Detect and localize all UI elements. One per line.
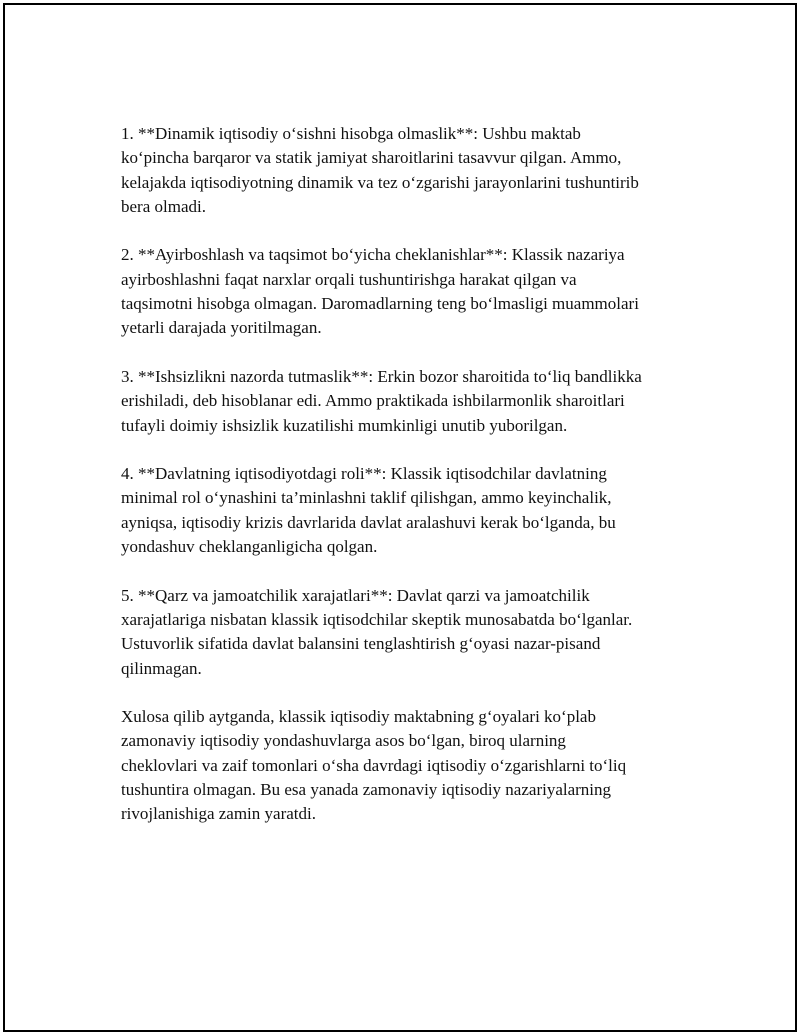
paragraph-point-1: 1. **Dinamik iqtisodiy o‘sishni hisobga olmaslik**: Ushbu maktab ko‘pincha barqaror va statik jamiyat sharoitlarini tasavvur qilgan. Ammo, kelajakda iqtisodiyotning dinamik va tez o‘zgarishi jarayonlarini tushuntirib bera olmadi. (121, 124, 639, 216)
paragraph-point-5: 5. **Qarz va jamoatchilik xarajatlari**: Davlat qarzi va jamoatchilik xarajatlariga nisbatan klassik iqtisodchilar skeptik munosabatda bo‘lganlar. Ustuvorlik sifatida davlat balansini tenglashtirish g‘oyasi nazar-pisand qilinmagan. (121, 585, 633, 678)
paragraph-point-4: 4. **Davlatning iqtisodiyotdagi roli**: Klassik iqtisodchilar davlatning minimal rol o‘ynashini ta’minlashni taklif qilishgan, ammo keyinchalik, ayniqsa, iqtisodiy krizis davrlarida davlat aralashuvi kerak bo‘lganda, bu yondashuv cheklanganligicha qolgan. (121, 464, 616, 557)
paragraph-point-2: 2. **Ayirboshlash va taqsimot bo‘yicha cheklanishlar**: Klassik nazariya ayirboshlashni faqat narxlar orqali tushuntirishga harakat qilgan va taqsimotni hisobga olmagan. Daromadlarning teng bo‘lmasligi muammolari yetarli darajada yoritilmagan. (121, 245, 639, 338)
document-body (121, 122, 701, 827)
paragraph-point-3: 3. **Ishsizlikni nazorda tutmaslik**: Erkin bozor sharoitida to‘liq bandlikka erishiladi, deb hisoblanar edi. Ammo praktikada ishbilarmonlik sharoitlari tufayli doimiy ishsizlik kuzatilishi mumkinligi unutib yuborilgan. (121, 366, 642, 435)
page-frame (3, 3, 797, 1032)
paragraph-conclusion: Xulosa qilib aytganda, klassik iqtisodiy maktabning g‘oyalari ko‘plab zamonaviy iqtisodiy yondashuvlarga asos bo‘lgan, biroq ularning cheklovlari va zaif tomonlari o‘sha davrdagi iqtisodiy o‘zgarishlarni to‘liq tushuntira olmagan. Bu esa yanada zamonaviy iqtisodiy nazariyalarning rivojlanishiga zamin yaratdi. (121, 707, 627, 824)
